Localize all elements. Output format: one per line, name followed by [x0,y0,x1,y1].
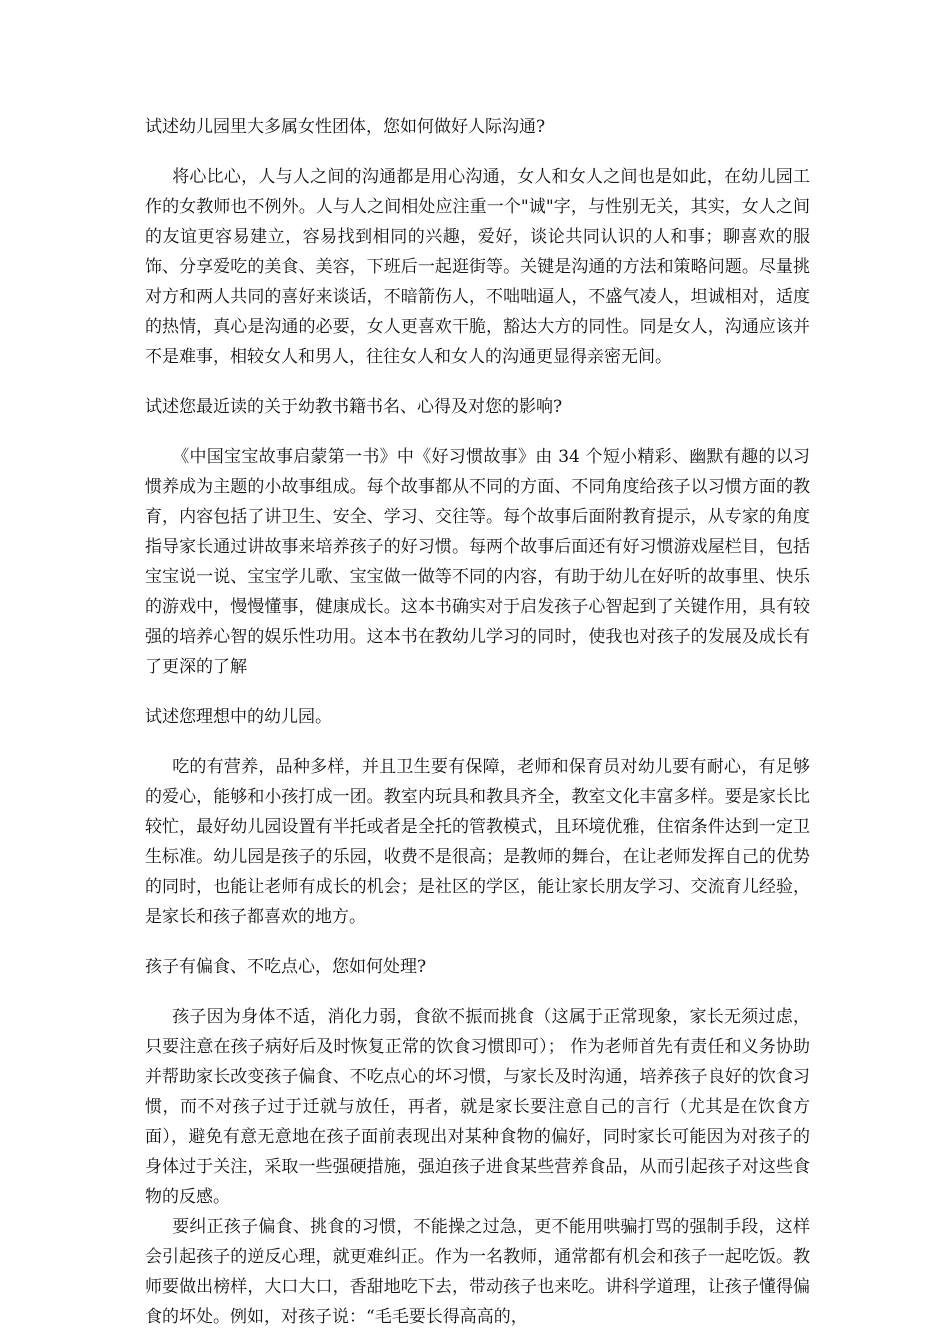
question-4: 孩子有偏食、不吃点心，您如何处理? [145,957,427,977]
document-page [145,108,810,1332]
question-3: 试述您理想中的幼儿园。 [145,707,332,727]
answer-4-paragraph-1: 孩子因为身体不适，消化力弱，食欲不振而挑食（这属于正常现象，家长无须过虑，只要注意在孩子病好后及时恢复正常的饮食习惯即可）； 作为老师首先有责任和义务协助并帮助家长改变孩子偏食、不吃点心的坏习惯，与家长及时沟通，培养孩子良好的饮食习惯，而不对孩子过于迁就与放任，再者，就是家长要注意自己的言行（尤其是在饮食方面），避免有意无意地在孩子面前表现出对某种食物的偏好，同时家长可能因为对孩子的身体过于关注，采取一些强硬措施，强迫孩子进食某些营养食品，从而引起孩子对这些食物的反感。 [145,1007,810,1207]
answer-1: 将心比心，人与人之间的沟通都是用心沟通，女人和女人之间也是如此，在幼儿园工作的女教师也不例外。人与人之间相处应注重一个"诚"字，与性别无关，其实，女人之间的友谊更容易建立，容易找到相同的兴趣，爱好，谈论共同认识的人和事；聊喜欢的服饰、分享爱吃的美食、美容，下班后一起逛街等。关键是沟通的方法和策略问题。尽量挑对方和两人共同的喜好来谈话，不暗箭伤人，不咄咄逼人，不盛气凌人，坦诚相对，适度的热情，真心是沟通的必要，女人更喜欢干脆，豁达大方的同性。同是女人，沟通应该并不是难事，相较女人和男人，往往女人和女人的沟通更显得亲密无间。 [145,167,810,367]
answer-2: 《中国宝宝故事启蒙第一书》中《好习惯故事》由 34 个短小精彩、幽默有趣的以习惯养成为主题的小故事组成。每个故事都从不同的方面、不同角度给孩子以习惯方面的教育，内容包括了讲卫生、安全、学习、交往等。每个故事后面附教育提示，从专家的角度指导家长通过讲故事来培养孩子的好习惯。每两个故事后面还有好习惯游戏屋栏目，包括宝宝说一说、宝宝学儿歌、宝宝做一做等不同的内容，有助于幼儿在好听的故事里、快乐的游戏中，慢慢懂事，健康成长。这本书确实对于启发孩子心智起到了关键作用，具有较强的培养心智的娱乐性功用。这本书在教幼儿学习的同时，使我也对孩子的发展及成长有了更深的了解 [145,447,810,677]
answer-3: 吃的有营养，品种多样，并且卫生要有保障，老师和保育员对幼儿要有耐心，有足够的爱心，能够和小孩打成一团。教室内玩具和教具齐全，教室文化丰富多样。要是家长比较忙，最好幼儿园设置有半托或者是全托的管教模式，且环境优雅，住宿条件达到一定卫生标准。幼儿园是孩子的乐园，收费不是很高；是教师的舞台，在让老师发挥自己的优势的同时，也能让老师有成长的机会；是社区的学区，能让家长朋友学习、交流育儿经验，是家长和孩子都喜欢的地方。 [145,757,810,927]
question-1: 试述幼儿园里大多属女性团体，您如何做好人际沟通? [145,117,546,137]
question-2: 试述您最近读的关于幼教书籍书名、心得及对您的影响? [145,397,563,417]
answer-4-paragraph-2: 要纠正孩子偏食、挑食的习惯，不能操之过急，更不能用哄骗打骂的强制手段，这样会引起孩子的逆反心理，就更难纠正。作为一名教师，通常都有机会和孩子一起吃饭。教师要做出榜样，大口大口，香甜地吃下去，带动孩子也来吃。讲科学道理，让孩子懂得偏食的坏处。例如，对孩子说：“毛毛要长得高高的， [145,1217,810,1327]
